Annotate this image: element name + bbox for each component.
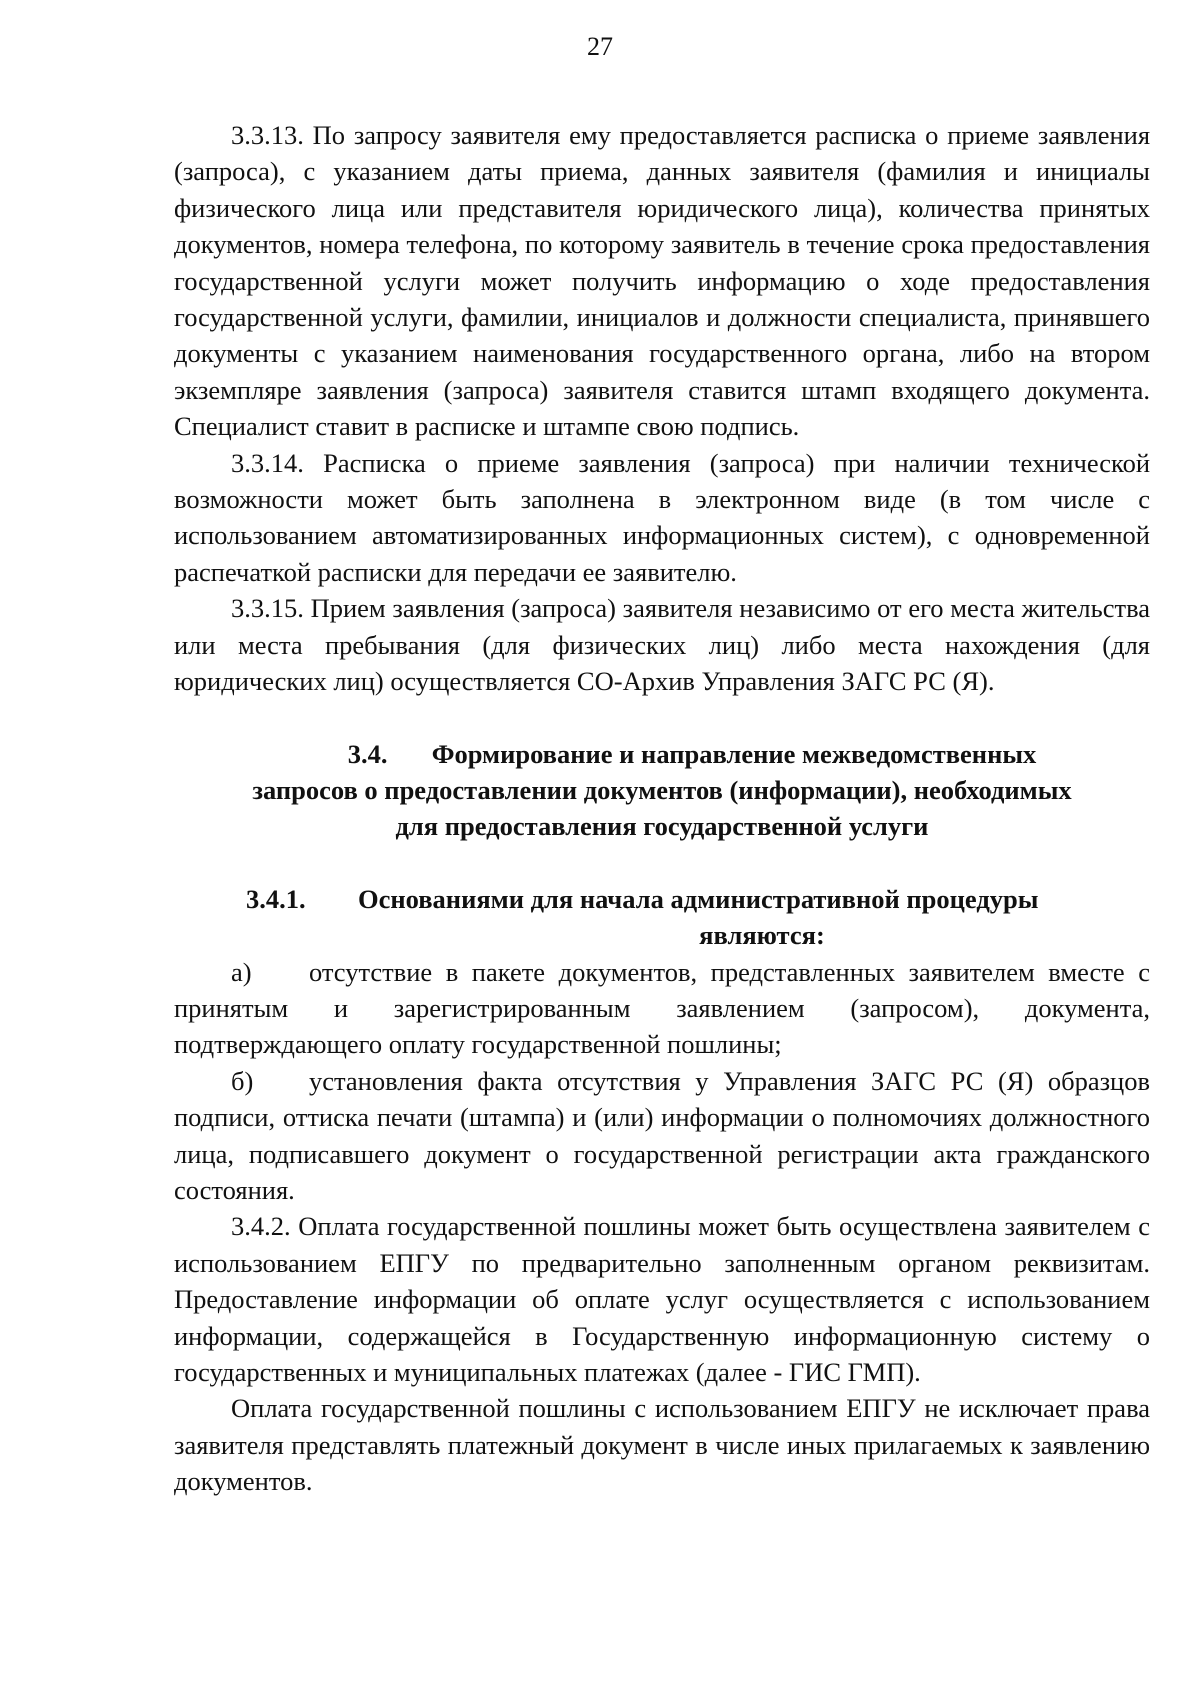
paragraph-3-4-2 — [174, 1208, 1150, 1390]
paragraph-3-3-15 — [174, 590, 1150, 699]
sub-heading-3-4-1 — [174, 881, 1150, 954]
list-item-text: установления факта отсутствия у Управления ЗАГС РС (Я) образцов подписи, оттиска печати (штампа) и (или) информации о полномочиях должностного лица, подписавшего документ о государственной регистрации акта гражданского состояния. — [174, 1065, 1150, 1205]
paragraph-number: 3.3.13. — [231, 120, 304, 150]
subsection-title-line-1: Основаниями для начала административной процедуры — [358, 883, 1039, 914]
subsection-number: 3.4.1. — [246, 883, 306, 914]
list-item-b — [174, 1063, 1150, 1209]
paragraph-text: Прием заявления (запроса) заявителя независимо от его места жительства или места пребывания (для физических лиц) либо места нахождения (для юридических лиц) осуществляется СО-Архив Управления ЗАГС РС (Я). — [174, 593, 1150, 697]
paragraph-text: Расписка о приеме заявления (запроса) при наличии технической возможности может быть заполнена в электронном виде (в том числе с использованием автоматизированных информационных систем), с одновременной распечаткой расписки для передачи ее заявителю. — [174, 447, 1151, 587]
page-number: 27 — [587, 32, 613, 61]
paragraph-text: Оплата государственной пошлины может быть осуществлена заявителем с использованием ЕПГУ по предварительно заполненным органом реквизитам. Предоставление информации об оплате услуг осуществляется с использованием информации, содержащейся в Государственную информационную систему о государственных и муниципальных платежах (далее - ГИС ГМП). — [174, 1211, 1150, 1387]
list-item-a — [174, 954, 1150, 1063]
subsection-title-line-2: являются: — [699, 920, 825, 951]
paragraph-number: 3.4.2. — [231, 1211, 291, 1242]
document-body — [174, 117, 1150, 1500]
paragraph-3-3-13 — [174, 117, 1150, 445]
list-item-text: отсутствие в пакете документов, представленных заявителем вместе с принятым и зарегистрированным заявлением (запросом), документа, подтверждающего оплату государственной пошлины; — [174, 956, 1150, 1060]
paragraph-3-3-14 — [174, 445, 1150, 591]
section-title-line-2: запросов о предоставлении документов (информации), необходимых — [252, 774, 1072, 805]
paragraph-number: 3.3.15. — [231, 593, 304, 624]
paragraph-text: Оплата государственной пошлины с использованием ЕПГУ не исключает права заявителя представлять платежный документ в числе иных прилагаемых к заявлению документов. — [174, 1393, 1150, 1497]
paragraph-payment-note — [174, 1390, 1150, 1499]
section-heading-3-4 — [174, 736, 1150, 845]
list-marker: б) — [231, 1065, 254, 1096]
section-number: 3.4. — [347, 738, 388, 769]
section-title-line-1: Формирование и направление межведомственных — [431, 738, 1037, 769]
paragraph-number: 3.3.14. — [231, 447, 304, 478]
list-marker: а) — [231, 956, 252, 987]
paragraph-text: По запросу заявителя ему предоставляется расписка о приеме заявления (запроса), с указанием даты приема, данных заявителя (фамилия и инициалы физического лица или представителя юридического лица), количества принятых документов, номера телефона, по которому заявитель в течение срока предоставления государственной услуги может получить информацию о ходе предоставления государственной услуги, фамилии, инициалов и должности специалиста, принявшего документы с указанием наименования государственного органа, либо на втором экземпляре заявления (запроса) заявителя ставится штамп входящего документа. Специалист ставит в расписке и штампе свою подпись. — [174, 120, 1151, 442]
section-title-line-3: для предоставления государственной услуги — [395, 811, 929, 842]
